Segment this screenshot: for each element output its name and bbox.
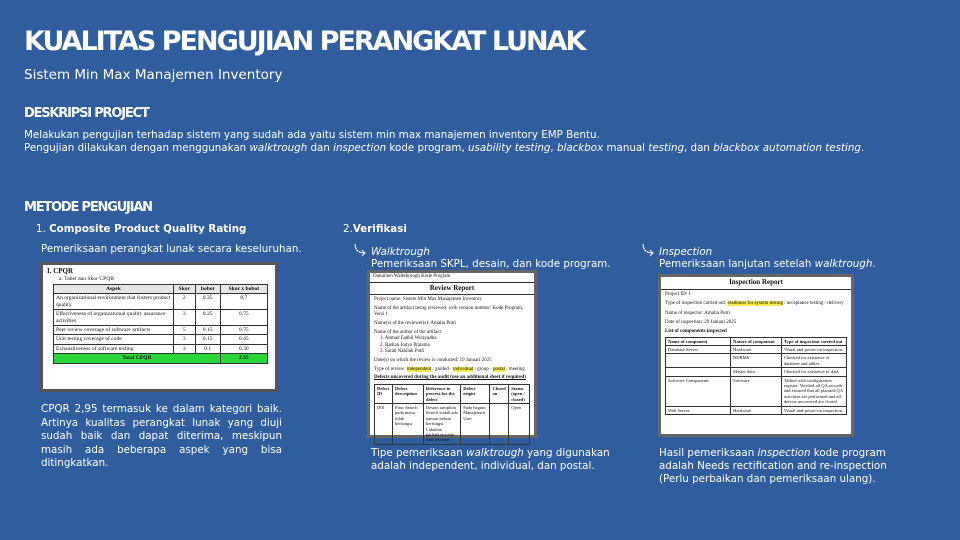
page-title: KUALITAS PENGUJIAN PERANGKAT LUNAK (24, 26, 585, 57)
inspection-heading: Inspection (641, 244, 712, 259)
method-heading: METODE PENGUJIAN (24, 200, 152, 215)
cpqr-header-skor-x-bobot: Skor x bobot (220, 285, 267, 294)
review-defects-label: Defects uncovered during the audit (use an additional sheet if required) (374, 375, 526, 381)
table-row: Effectiveness of organizational quality assurance activities 3 0.25 0.75 (54, 310, 268, 326)
review-author: 3. Sarah Nabilah Putri (380, 349, 425, 355)
cpqr-result-text: CPQR 2,95 termasuk ke dalam kategori baik. Artinya kualitas perangkat lunak yang diuji sudah baik dan dapat diterima, meskipun masih ada beberapa aspek yang bisa ditingkatkan. (41, 403, 282, 469)
inspection-description: Pemeriksaan lanjutan setelah walktrough. (659, 258, 876, 270)
cpqr-header-bobot: bobot (195, 285, 220, 294)
verifikasi-heading: 2.Verifikasi (343, 223, 407, 235)
table-row: Web Server Hardware Visual and power-on inspection. (666, 406, 847, 414)
walkthrough-result-text: Tipe pemeriksaan walktrough yang digunakan adalah independent, individual, dan postal. (371, 447, 610, 472)
description-line-1: Melakukan pengujian terhadap sistem yang sudah ada yaitu sistem min max manajemen inventory EMP Bentu. (24, 129, 600, 141)
cpqr-header-skor: Skor (173, 285, 195, 294)
cpqr-header-aspek: Aspek (54, 285, 174, 294)
description-heading: DESKRIPSI PROJECT (24, 106, 149, 121)
cpqr-table (53, 284, 268, 364)
curved-arrow-icon (641, 244, 655, 256)
cpqr-total-label: Total CPQR (54, 354, 221, 363)
walkthrough-heading: Walktrough (353, 244, 430, 259)
cpqr-table-caption: a. Tabel dan Skor CPQR (59, 276, 114, 282)
review-project: Project name: Sistem Min Max Manajemen Inventory (374, 297, 483, 303)
table-row: D01 Fitur Search pada menu tidak berfungsi Desain tampilan Search sudah ada namun belum berfungsi. Lakukan perbaikan pada fitur tersebut. Pada bagian Manajemen User Open (375, 403, 530, 444)
review-defects-table: Defect ID Defect description Reference to process for the defect Defect origin Closed on Status (open / closed) D01 Fitur Search pada menu tidak berfungsi Desain tampilan Search sudah ada namun belum berfungsi. Lakukan perbaikan pada fitur tersebut. Pada bagian Manajemen User Open (374, 384, 530, 445)
inspection-date: Date of inspection: 29 Januari 2025 (665, 320, 737, 326)
review-artifact: Name of the artifact being reviewed, with version number: Kode Program, Versi 1 (374, 305, 524, 318)
description-line-2: Pengujian dilakukan dengan menggunakan walktrough dan inspection kode program, usability testing, blackbox manual testing, dan blackbox automation testing. (24, 142, 865, 154)
review-reviewer: Name(s) of the reviewer(s): Amalia Putri (374, 320, 457, 326)
walkthrough-description: Pemeriksaan SKPL, desain, dan kode program. (371, 258, 611, 270)
inspection-components-table: Name of component Nature of component Type of inspection carried out Database Server Hardware Visual and power-on inspection. RDBMS Checked for existence of database and tables. Master data Checked for existence of data. Software Components Software Tallied with configuration register. Verified all QA records and ensured that all planned QA activities are performed and all defects uncovered are closed. Web Server Hardware Visual and power-on inspection. (665, 337, 847, 415)
table-row: Exhaustiveness of software testing 3 0.1 0.30 (54, 344, 268, 353)
cpqr-description: Pemeriksaan perangkat lunak secara keseluruhan. (41, 243, 302, 255)
curved-arrow-icon (353, 244, 367, 256)
review-type: Type of review: independent / guided · individual / group · postal / meeting (374, 366, 525, 372)
inspection-project-id: Project ID: 1 (665, 291, 691, 297)
table-row: Peer review coverage of software artifacts 5 0.15 0.75 (54, 326, 268, 335)
table-row: RDBMS Checked for existence of database and tables. (666, 354, 847, 368)
review-authors-label: Name of the author of the artifact: (374, 329, 443, 335)
review-report-document-image (367, 270, 537, 443)
review-report-title: Review Report (370, 283, 534, 296)
cpqr-total-row (54, 354, 268, 363)
table-row: An organizational environment that fosters product quality. 2 0.35 0.7 (54, 294, 268, 310)
inspection-report-title: Inspection Report (661, 277, 851, 290)
cpqr-heading: 1. Composite Product Quality Rating (36, 223, 247, 235)
inspection-list-label: List of components inspected (665, 328, 727, 334)
inspection-type: Type of inspection carried out: readiness for system testing / acceptance testing / delivery (665, 301, 844, 307)
table-row: Software Components Software Tallied with configuration register. Verified all QA records and ensured that all planned QA activities are performed and all defects uncovered are closed. (666, 376, 847, 406)
cpqr-section-title: I. CPQR (47, 267, 74, 275)
review-author: 2. Radian Jodya Pratama (380, 342, 430, 348)
inspection-report-document-image (658, 274, 854, 437)
review-doc-caption: Dokumen Walkthrough Kode Program (370, 273, 534, 283)
cpqr-total-value: 2.95 (220, 354, 267, 363)
review-date: Date(s) on which the review is conducted: 19 Januari 2025 (374, 357, 492, 363)
cpqr-document-image (40, 262, 278, 392)
review-author: 1. Ahmad Fadhil Wirayudha (380, 336, 437, 342)
inspection-result-text: Hasil pemeriksaan inspection kode program adalah Needs rectification and re-inspection (Perlu perbaikan dan pemeriksaan ulang). (659, 447, 887, 485)
inspection-inspector: Name of inspector: Amalia Putri (665, 310, 730, 316)
table-row: Database Server Hardware Visual and power-on inspection. (666, 345, 847, 353)
page-subtitle: Sistem Min Max Manajemen Inventory (24, 67, 283, 83)
table-row: Master data Checked for existence of data. (666, 368, 847, 376)
table-row: Unit testing coverage of code 3 0.15 0.45 (54, 335, 268, 344)
description-text (24, 129, 864, 155)
